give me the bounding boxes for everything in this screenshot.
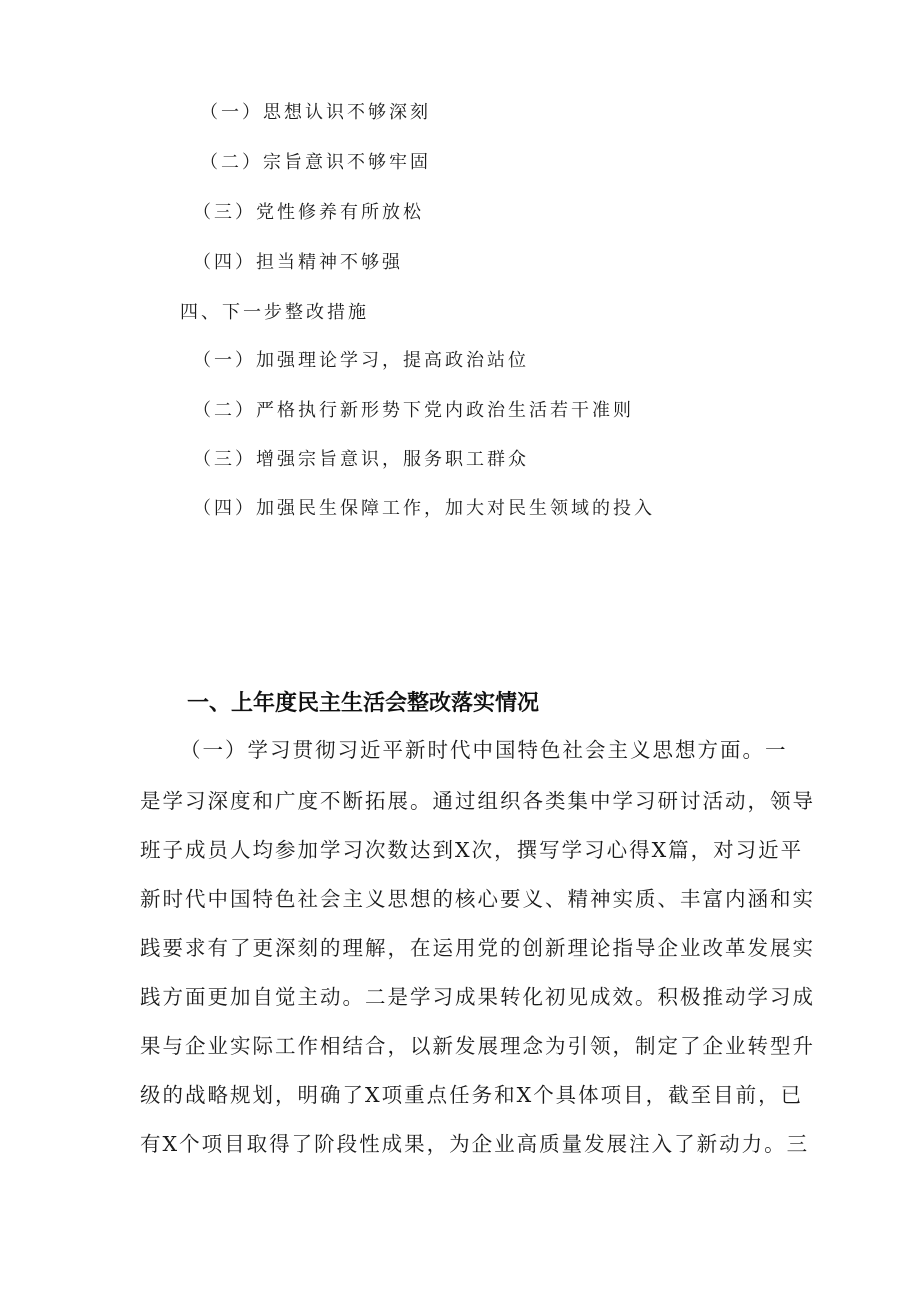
outline-item: （三）增强宗旨意识，服务职工群众 — [193, 449, 529, 470]
paragraph-line: 践方面更加自觉主动。二是学习成果转化初见成效。积极推动学习成 — [140, 985, 815, 1009]
section-heading: 一、上年度民主生活会整改落实情况 — [187, 691, 540, 716]
paragraph-line: （一）学习贯彻习近平新时代中国特色社会主义思想方面。一 — [180, 738, 788, 762]
outline-item: （四）加强民生保障工作，加大对民生领域的投入 — [193, 498, 655, 519]
paragraph-line: 有X个项目取得了阶段性成果，为企业高质量发展注入了新动力。三 — [140, 1132, 810, 1156]
outline-item: （四）担当精神不够强 — [193, 252, 403, 273]
paragraph-line: 践要求有了更深刻的理解，在运用党的创新理论指导企业改革发展实 — [140, 936, 815, 960]
paragraph-line: 果与企业实际工作相结合，以新发展理念为引领，制定了企业转型升 — [140, 1034, 815, 1058]
paragraph-line: 级的战略规划，明确了X项重点任务和X个具体项目，截至目前，已 — [140, 1083, 804, 1107]
outline-item: （二）宗旨意识不够牢固 — [200, 152, 431, 173]
paragraph-line: 是学习深度和广度不断拓展。通过组织各类集中学习研讨活动，领导 — [140, 789, 815, 813]
paragraph-line: 班子成员人均参加学习次数达到X次，撰写学习心得X篇，对习近平 — [140, 838, 804, 862]
outline-item: （二）严格执行新形势下党内政治生活若干准则 — [193, 400, 634, 421]
paragraph-line: 新时代中国特色社会主义思想的核心要义、精神实质、丰富内涵和实 — [140, 887, 815, 911]
outline-item: （一）加强理论学习，提高政治站位 — [193, 350, 529, 371]
outline-section-heading: 四、下一步整改措施 — [180, 302, 369, 323]
outline-item: （三）党性修养有所放松 — [193, 202, 424, 223]
outline-item: （一）思想认识不够深刻 — [200, 102, 431, 123]
